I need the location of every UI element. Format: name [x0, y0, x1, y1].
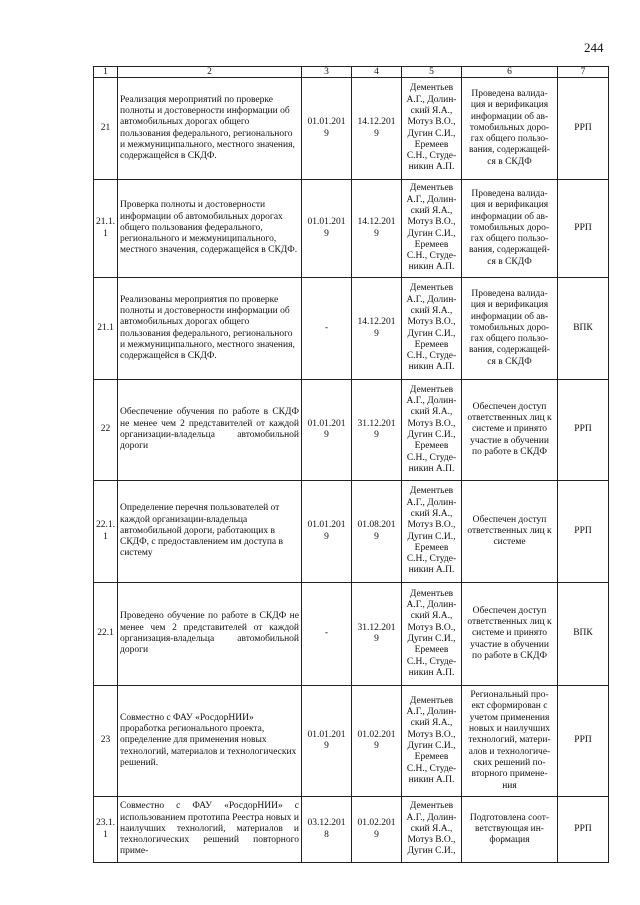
responsible-line: Еремеев	[414, 542, 449, 553]
responsible-line: А.Г., Долин-	[406, 497, 457, 508]
expected-result	[462, 380, 558, 481]
responsible-line: А.Г., Долин-	[406, 812, 457, 823]
responsible-line: ский Я.А.,	[410, 611, 453, 622]
table-row	[94, 78, 609, 180]
result-line: Проведена валида-	[471, 288, 548, 299]
result-line: гах общего пользо-	[470, 234, 549, 245]
row-number-line: 23	[100, 735, 111, 746]
responsible-line: Дементьев	[409, 183, 454, 194]
end-date	[352, 380, 402, 481]
control-type: РРП	[558, 78, 609, 180]
result-line: ция и верификация	[470, 100, 549, 111]
responsible-persons	[402, 583, 462, 686]
responsible-line: Мотуз В.О.,	[407, 622, 456, 633]
result-line: Обеспечен доступ	[472, 605, 547, 616]
responsible-line: Дементьев	[409, 83, 454, 94]
row-number-line: 22	[100, 424, 111, 435]
row-number	[94, 686, 118, 797]
table-row	[94, 797, 609, 863]
expected-result	[462, 583, 558, 686]
responsible-line: Дементьев	[409, 486, 454, 497]
start-date-line: 01.01.201	[307, 217, 346, 228]
responsible-line: Дугин С.И.,	[407, 846, 456, 857]
responsible-persons	[402, 180, 462, 278]
start-date-line: 9	[324, 430, 329, 440]
result-line: Подготовлена соот-	[469, 812, 550, 823]
start-date-line: 8	[324, 829, 329, 840]
end-date	[352, 797, 402, 863]
end-date-line: 14.12.201	[357, 217, 396, 228]
result-line: ция и верификация	[470, 200, 549, 211]
result-line: вания, содержащей-	[469, 345, 550, 356]
responsible-line: никин А.П.	[408, 362, 455, 373]
responsible-line: С.Н., Студе-	[406, 656, 457, 667]
start-date-line: 9	[324, 228, 329, 239]
responsible-line: Еремеев	[414, 139, 449, 150]
row-number-line: 21	[100, 122, 111, 133]
end-date-line: 9	[374, 228, 379, 239]
row-number-line: 22.1	[97, 628, 114, 639]
result-line: гах общего пользо-	[470, 134, 549, 145]
result-line: вторного примене-	[471, 769, 548, 780]
start-date-line: 03.12.201	[307, 818, 346, 829]
expected-result	[462, 78, 558, 180]
start-date	[302, 686, 352, 797]
responsible-line: Мотуз В.О.,	[407, 317, 456, 328]
result-line: участие в обучении	[470, 639, 549, 650]
result-line: системе и принято	[471, 424, 548, 435]
result-line: гах общего пользо-	[470, 334, 549, 345]
control-type: РРП	[558, 380, 609, 481]
result-line: Обеспечен доступ	[472, 514, 547, 525]
start-date-line: 9	[324, 531, 329, 542]
row-description: Обеспечение обучения по работе в СКДФ не менее чем 2 представителей от каждой организации-владельца автомобильной дороги	[118, 380, 302, 481]
responsible-persons	[402, 78, 462, 180]
header-cell: 2	[118, 67, 302, 78]
result-line: Проведена валида-	[471, 88, 548, 99]
table-body	[94, 67, 609, 863]
responsible-line: А.Г., Долин-	[406, 194, 457, 205]
responsible-line: С.Н., Студе-	[406, 351, 457, 362]
start-date-line: 01.01.201	[307, 117, 346, 128]
end-date-line: 01.02.201	[357, 818, 396, 829]
row-number-line: 21.1	[97, 322, 114, 333]
expected-result	[462, 278, 558, 380]
responsible-line: Дугин С.И.,	[407, 741, 456, 751]
start-date	[302, 797, 352, 863]
row-number-line: 1	[103, 531, 108, 542]
row-description: Проведено обучение по работе в СКДФ не менее чем 2 представителей от каждой организация-владельца автомобильной дороги	[118, 583, 302, 686]
end-date	[352, 180, 402, 278]
row-number	[94, 481, 118, 583]
responsible-line: А.Г., Долин-	[406, 94, 457, 105]
start-date	[302, 180, 352, 278]
plan-table	[93, 66, 609, 863]
responsible-line: С.Н., Студе-	[406, 452, 457, 463]
responsible-line: никин А.П.	[408, 463, 455, 474]
row-description: Совместно с ФАУ «РосдорНИИ» проработка регионального проекта, определение для применения новых технологий, материалов и технологических решений.	[118, 686, 302, 797]
result-line: системе и принято	[471, 628, 548, 639]
result-line: ответственных лиц к	[467, 525, 552, 536]
row-number	[94, 380, 118, 481]
responsible-line: А.Г., Долин-	[406, 600, 457, 611]
result-line: ция и верификация	[470, 300, 549, 311]
header-row	[94, 67, 609, 78]
end-date	[352, 583, 402, 686]
end-date-line: 31.12.201	[357, 418, 396, 429]
responsible-line: А.Г., Долин-	[406, 396, 457, 407]
end-date	[352, 278, 402, 380]
start-date-line: 9	[324, 128, 329, 139]
control-type: ВПК	[558, 278, 609, 380]
responsible-line: никин А.П.	[408, 162, 455, 173]
table-row	[94, 278, 609, 380]
start-date-line: 01.01.201	[307, 520, 346, 531]
expected-result	[462, 797, 558, 863]
start-date	[302, 481, 352, 583]
responsible-line: Еремеев	[414, 339, 449, 350]
row-number	[94, 78, 118, 180]
responsible-persons	[402, 686, 462, 797]
row-number	[94, 583, 118, 686]
result-line: информации об ав-	[470, 211, 549, 222]
end-date-line: 14.12.201	[357, 117, 396, 128]
control-type: РРП	[558, 797, 609, 863]
responsible-line: ский Я.А.,	[410, 205, 453, 216]
result-line: вания, содержащей-	[469, 145, 550, 156]
header-cell: 7	[558, 67, 609, 78]
responsible-line: Мотуз В.О.,	[407, 418, 456, 429]
control-type: ВПК	[558, 583, 609, 686]
responsible-line: Еремеев	[414, 645, 449, 656]
start-date	[302, 583, 352, 686]
result-line: технологий, матери-	[468, 735, 551, 746]
end-date-line: 31.12.201	[357, 622, 396, 633]
responsible-line: ский Я.А.,	[410, 718, 453, 729]
result-line: системе	[493, 537, 526, 548]
result-line: по работе в СКДФ	[472, 650, 547, 661]
result-line: Обеспечен доступ	[472, 401, 547, 412]
row-number-line: 1	[103, 829, 108, 840]
result-line: томобильных доро-	[469, 222, 550, 233]
result-line: ответственных лиц к	[467, 617, 552, 628]
start-date	[302, 380, 352, 481]
responsible-line: Дугин С.И.,	[407, 634, 456, 644]
result-line: ния	[502, 780, 517, 791]
header-cell: 6	[462, 67, 558, 78]
row-description: Совместно с ФАУ «РосдорНИИ» с использованием прототипа Реестра новых и наилучших технологий, материалов и технологических решений повторного приме-	[118, 797, 302, 863]
end-date-line: 9	[374, 531, 379, 542]
result-line: информации об ав-	[470, 311, 549, 322]
responsible-line: Мотуз В.О.,	[407, 217, 456, 228]
end-date-line: 01.02.201	[357, 729, 396, 740]
header-cell: 4	[352, 67, 402, 78]
responsible-line: никин А.П.	[408, 774, 455, 785]
end-date-line: 14.12.201	[357, 317, 396, 328]
end-date-line: 9	[374, 741, 379, 751]
start-date-line: 9	[324, 741, 329, 751]
expected-result	[462, 686, 558, 797]
responsible-line: никин А.П.	[408, 262, 455, 273]
responsible-line: ский Я.А.,	[410, 407, 453, 418]
row-number-line: 22.1.	[96, 520, 115, 531]
end-date	[352, 686, 402, 797]
end-date-line: 9	[374, 829, 379, 840]
result-line: ветствующая ин-	[475, 823, 544, 834]
result-line: ответственных лиц к	[467, 413, 552, 424]
responsible-line: Дугин С.И.,	[407, 328, 456, 339]
end-date-line: 9	[374, 328, 379, 339]
result-line: ся в СКДФ	[487, 156, 532, 167]
responsible-persons	[402, 797, 462, 863]
responsible-line: Дугин С.И.,	[407, 531, 456, 542]
responsible-persons	[402, 380, 462, 481]
result-line: ских решений по-	[473, 757, 546, 768]
table-row	[94, 180, 609, 278]
result-line: ся в СКДФ	[487, 256, 532, 267]
result-line: алов и технологиче-	[468, 746, 551, 757]
responsible-line: Мотуз В.О.,	[407, 520, 456, 531]
responsible-line: Дементьев	[409, 801, 454, 812]
row-number	[94, 278, 118, 380]
table-row	[94, 481, 609, 583]
responsible-line: Дементьев	[409, 384, 454, 395]
responsible-line: Еремеев	[414, 239, 449, 250]
start-date	[302, 78, 352, 180]
result-line: Региональный про-	[470, 690, 549, 701]
responsible-line: Мотуз В.О.,	[407, 835, 456, 846]
result-line: томобильных доро-	[469, 322, 550, 333]
responsible-line: Дугин С.И.,	[407, 228, 456, 239]
page-number: 244	[584, 40, 604, 55]
header-cell: 5	[402, 67, 462, 78]
responsible-line: ский Я.А.,	[410, 105, 453, 116]
responsible-line: Дементьев	[409, 588, 454, 599]
responsible-line: Мотуз В.О.,	[407, 729, 456, 740]
header-cell: 3	[302, 67, 352, 78]
responsible-line: Дугин С.И.,	[407, 430, 456, 440]
result-line: новых и наилучших	[468, 724, 551, 735]
responsible-line: Дугин С.И.,	[407, 128, 456, 139]
result-line: вания, содержащей-	[469, 245, 550, 256]
row-description: Реализованы мероприятия по проверке полноты и достоверности информации об автомобильных дорогах общего пользования федерального, регионального и межмуниципального, местного значения, содержащейся в СКДФ.	[118, 278, 302, 380]
responsible-line: А.Г., Долин-	[406, 294, 457, 305]
end-date-line: 01.08.201	[357, 520, 396, 531]
result-line: томобильных доро-	[469, 122, 550, 133]
header-cell: 1	[94, 67, 118, 78]
start-date-line: 01.01.201	[307, 418, 346, 429]
start-date-line: -	[324, 628, 329, 639]
table-row	[94, 380, 609, 481]
expected-result	[462, 180, 558, 278]
row-description: Реализация мероприятий по проверке полноты и достоверности информации об автомобильных дорогах общего пользования федерального, регионального и межмуниципального, местного значения, содержащейся в СКДФ.	[118, 78, 302, 180]
control-type: РРП	[558, 481, 609, 583]
responsible-line: С.Н., Студе-	[406, 554, 457, 565]
responsible-line: Мотуз В.О.,	[407, 117, 456, 128]
responsible-line: С.Н., Студе-	[406, 251, 457, 262]
result-line: по работе в СКДФ	[472, 446, 547, 457]
end-date	[352, 78, 402, 180]
result-line: учетом применения	[469, 712, 550, 723]
table-row	[94, 686, 609, 797]
responsible-line: С.Н., Студе-	[406, 763, 457, 774]
expected-result	[462, 481, 558, 583]
responsible-line: Еремеев	[414, 752, 449, 763]
end-date-line: 9	[374, 634, 379, 644]
result-line: формация	[489, 835, 530, 846]
responsible-line: никин А.П.	[408, 667, 455, 678]
row-number	[94, 797, 118, 863]
result-line: участие в обучении	[470, 435, 549, 446]
table-row	[94, 583, 609, 686]
row-description: Определение перечня пользователей от каждой организации-владельца автомобильной дороги, работающих в СКДФ, с предоставлением им доступа в систему	[118, 481, 302, 583]
end-date-line: 9	[374, 128, 379, 139]
responsible-line: Дементьев	[409, 695, 454, 706]
responsible-line: Дементьев	[409, 283, 454, 294]
end-date	[352, 481, 402, 583]
responsible-line: Еремеев	[414, 441, 449, 452]
row-number-line: 21.1.	[96, 217, 115, 228]
result-line: ся в СКДФ	[487, 356, 532, 367]
control-type: РРП	[558, 180, 609, 278]
row-number-line: 1	[103, 228, 108, 239]
responsible-line: С.Н., Студе-	[406, 151, 457, 162]
control-type: РРП	[558, 686, 609, 797]
responsible-persons	[402, 481, 462, 583]
result-line: Проведена валида-	[471, 188, 548, 199]
start-date	[302, 278, 352, 380]
row-number-line: 23.1.	[96, 818, 115, 829]
responsible-line: ский Я.А.,	[410, 508, 453, 519]
start-date-line: -	[324, 322, 329, 333]
responsible-persons	[402, 278, 462, 380]
result-line: информации об ав-	[470, 111, 549, 122]
row-number	[94, 180, 118, 278]
responsible-line: ский Я.А.,	[410, 305, 453, 316]
responsible-line: никин А.П.	[408, 565, 455, 576]
responsible-line: А.Г., Долин-	[406, 707, 457, 718]
end-date-line: 9	[374, 430, 379, 440]
row-description: Проверка полноты и достоверности информации об автомобильных дорогах общего пользования федерального, регионального и межмуниципального, местного значения, содержащейся в СКДФ.	[118, 180, 302, 278]
start-date-line: 01.01.201	[307, 729, 346, 740]
responsible-line: ский Я.А.,	[410, 823, 453, 834]
result-line: ект сформирован с	[471, 701, 548, 712]
